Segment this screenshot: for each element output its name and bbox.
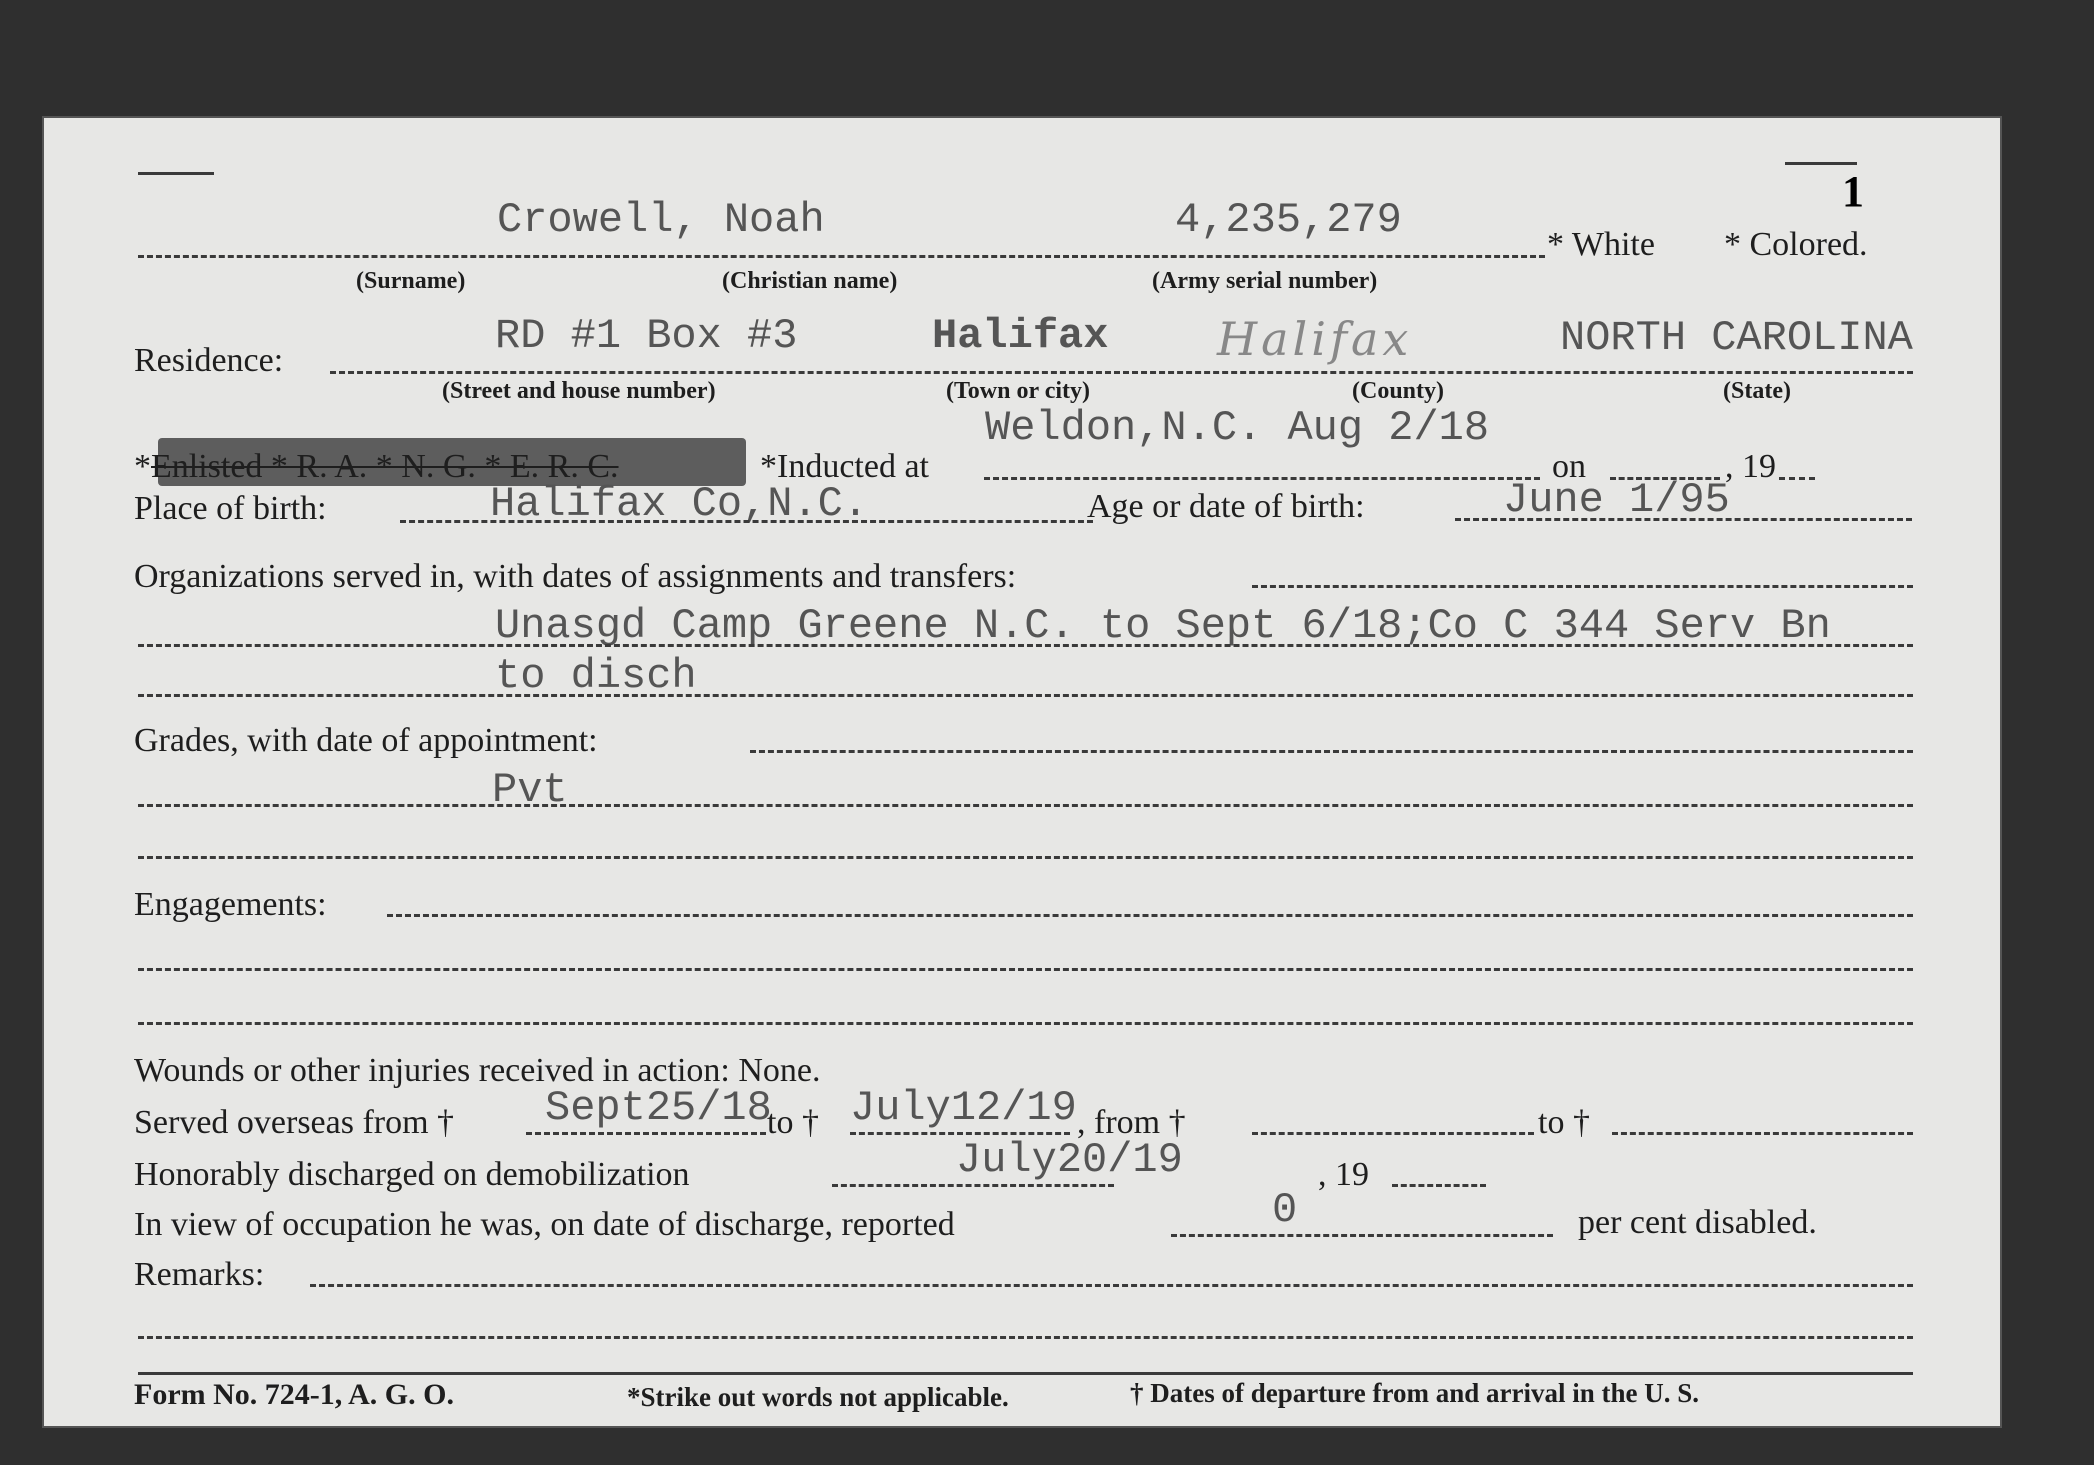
engagements-label: Engagements: — [134, 886, 327, 923]
town-value: Halifax — [932, 312, 1109, 360]
birth-date-line — [1455, 518, 1912, 521]
organizations-value-line-2: to disch — [495, 652, 697, 700]
race-colored-option: * Colored. — [1724, 226, 1868, 263]
residence-line — [330, 371, 1913, 374]
overseas-from-line — [526, 1132, 766, 1135]
inducted-label: *Inducted at — [760, 448, 929, 485]
county-value: Halifax — [1217, 312, 1413, 366]
remarks-line-2 — [138, 1336, 1913, 1339]
organizations-line-2 — [138, 644, 1913, 647]
overseas-from2-label: , from † — [1077, 1104, 1186, 1141]
disability-label: In view of occupation he was, on date of discharge, reported — [134, 1206, 955, 1243]
state-caption: (State) — [1723, 378, 1791, 404]
place-of-birth-value: Halifax Co,N.C. — [490, 480, 869, 528]
overseas-to2-line — [1612, 1132, 1913, 1135]
overseas-from2-line — [1252, 1132, 1534, 1135]
disability-value: 0 — [1272, 1186, 1298, 1234]
street-caption: (Street and house number) — [442, 378, 716, 404]
organizations-label: Organizations served in, with dates of assignments and transfers: — [134, 558, 1017, 595]
state-value: NORTH CAROLINA — [1560, 314, 1913, 362]
county-caption: (County) — [1352, 378, 1445, 404]
christian-name-caption: (Christian name) — [722, 268, 898, 294]
organizations-line-3 — [138, 694, 1913, 697]
race-white-option: * White — [1547, 226, 1655, 263]
form-number: Form No. 724-1, A. G. O. — [134, 1378, 454, 1411]
engagements-line-1 — [387, 914, 1913, 917]
town-caption: (Town or city) — [946, 378, 1090, 404]
wounds-value: None. — [738, 1052, 821, 1089]
on-label: on — [1552, 448, 1586, 485]
corner-rule — [138, 172, 214, 175]
enlistment-options: *Enlisted * R. A. * N. G. * E. R. C. — [134, 448, 619, 485]
draft-record-card — [42, 116, 2002, 1428]
place-of-birth-line — [400, 520, 1093, 523]
name-line — [138, 255, 1545, 258]
grades-label: Grades, with date of appointment: — [134, 722, 598, 759]
overseas-to-line — [850, 1132, 1070, 1135]
serial-caption: (Army serial number) — [1152, 268, 1378, 294]
overseas-to-label: to † — [767, 1104, 819, 1141]
organizations-value-line-1: Unasgd Camp Greene N.C. to Sept 6/18;Co C 344 Serv Bn — [495, 602, 1831, 650]
remarks-label: Remarks: — [134, 1256, 265, 1293]
dates-note: † Dates of departure from and arrival in the U. S. — [1130, 1378, 1699, 1408]
wounds-label: Wounds or other injuries received in action: None. — [134, 1052, 821, 1089]
surname-caption: (Surname) — [356, 268, 466, 294]
street-value: RD #1 Box #3 — [495, 312, 798, 360]
induction-line — [984, 477, 1540, 480]
year-line — [1779, 477, 1815, 480]
grades-line-3 — [138, 856, 1913, 859]
card-number: 1 — [1842, 167, 1864, 216]
strike-out-note: *Strike out words not applicable. — [627, 1382, 1009, 1412]
residence-label: Residence: — [134, 342, 284, 379]
grades-value: Pvt — [492, 766, 568, 814]
birth-date-label: Age or date of birth: — [1087, 488, 1365, 525]
discharge-year-line — [1392, 1184, 1486, 1187]
remarks-line-1 — [310, 1284, 1913, 1287]
name-value: Crowell, Noah — [497, 196, 825, 244]
footer-rule — [138, 1372, 1913, 1375]
card-number-rule — [1785, 162, 1857, 165]
overseas-to-value: July12/19 — [850, 1084, 1077, 1132]
organizations-line-1 — [1252, 585, 1913, 588]
overseas-to2-label: to † — [1538, 1104, 1590, 1141]
discharge-year-label: , 19 — [1318, 1156, 1369, 1193]
grades-line-2 — [138, 804, 1913, 807]
percent-disabled-label: per cent disabled. — [1578, 1204, 1817, 1241]
grades-line-1 — [750, 750, 1913, 753]
induction-value: Weldon,N.C. Aug 2/18 — [985, 404, 1490, 452]
engagements-line-2 — [138, 968, 1913, 971]
overseas-label: Served overseas from † — [134, 1104, 455, 1141]
overseas-from-value: Sept25/18 — [545, 1084, 772, 1132]
birth-date-value: June 1/95 — [1503, 476, 1730, 524]
place-of-birth-label: Place of birth: — [134, 490, 327, 527]
serial-number-value: 4,235,279 — [1175, 196, 1402, 244]
discharge-line — [832, 1184, 1114, 1187]
year-label: , 19 — [1725, 448, 1776, 485]
engagements-line-3 — [138, 1022, 1913, 1025]
disability-line — [1171, 1234, 1553, 1237]
discharge-date-value: July20/19 — [956, 1136, 1183, 1184]
discharge-label: Honorably discharged on demobilization — [134, 1156, 690, 1193]
